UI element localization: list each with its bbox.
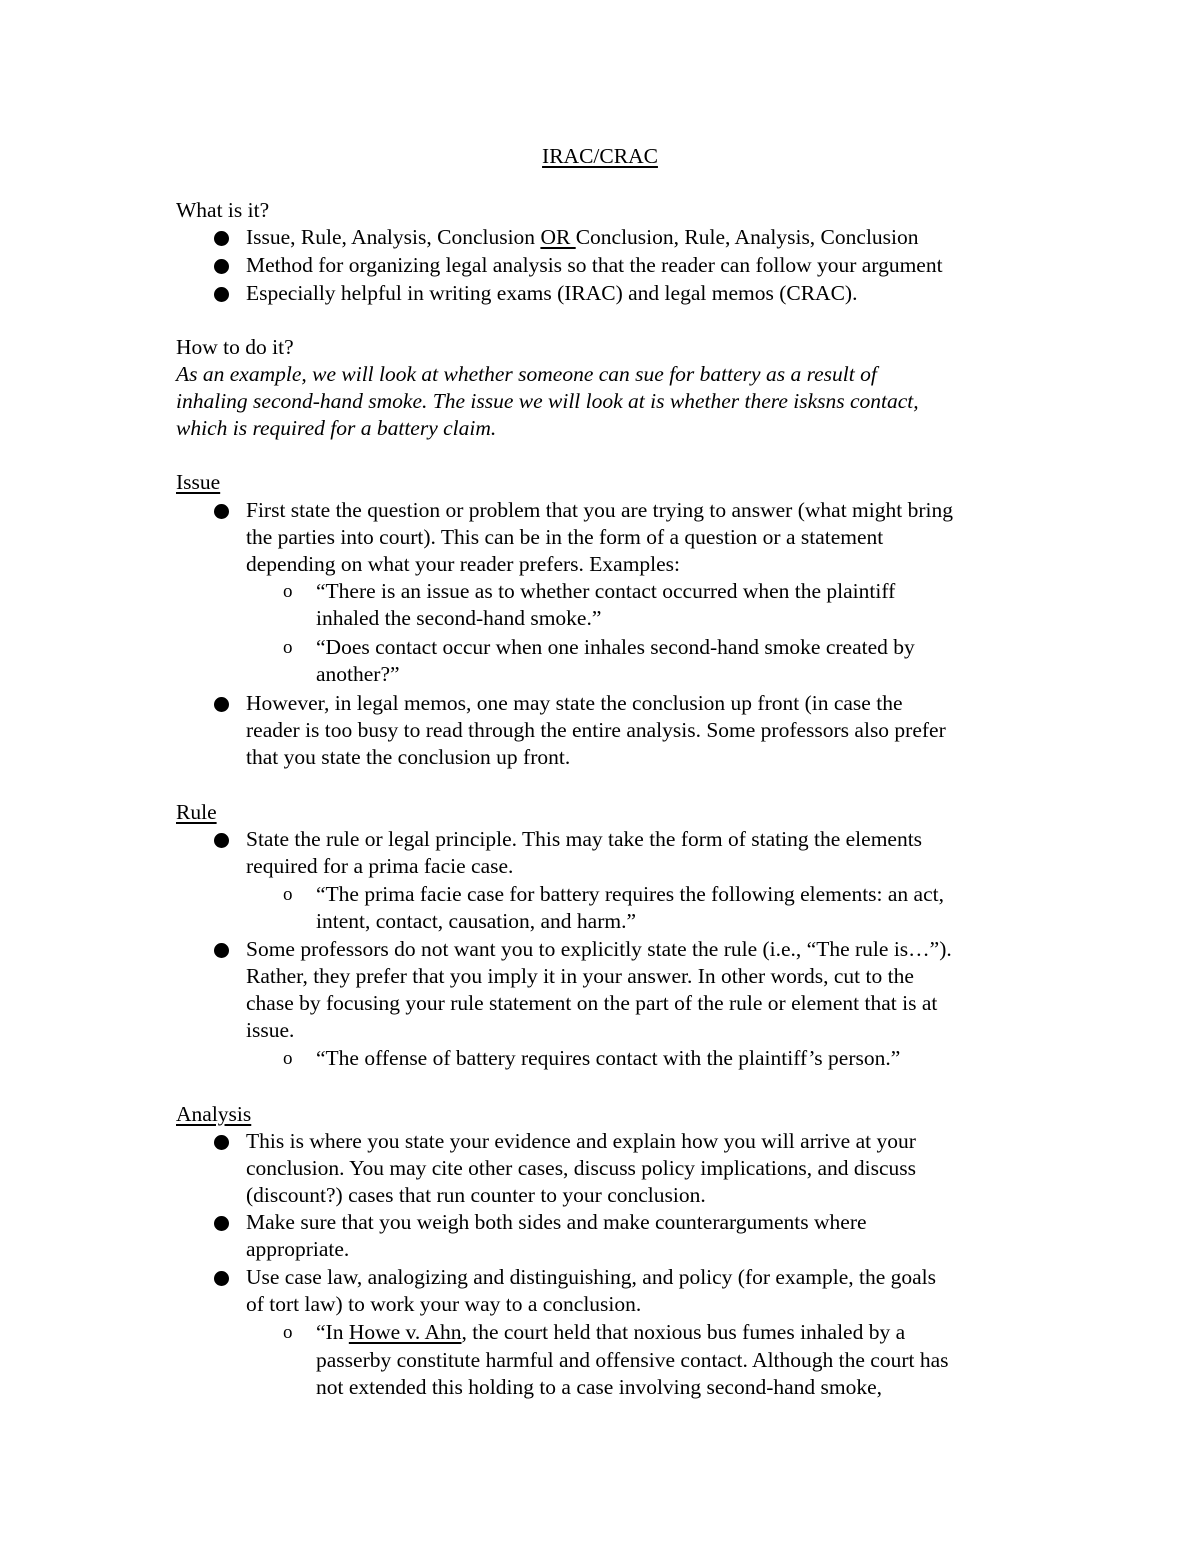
rule-sub-1-line-2: intent, contact, causation, and harm.” — [316, 909, 636, 933]
issue-sub-2-line-1: “Does contact occur when one inhales second-hand smoke created by — [316, 635, 915, 659]
or-underlined: OR — [540, 225, 576, 249]
sub-bullet-icon: o — [283, 581, 293, 602]
issue-sub-1-line-1: “There is an issue as to whether contact occurred when the plaintiff — [316, 579, 896, 603]
analysis-heading: Analysis — [176, 1102, 252, 1126]
issue-bullet-1-line-2: the parties into court). This can be in the form of a question or a statement — [246, 525, 884, 549]
rule-bullet-2-line-3: chase by focusing your rule statement on the part of the rule or element that is at — [246, 991, 938, 1015]
what-bullet-1-text: Issue, Rule, Analysis, Conclusion — [246, 225, 541, 249]
analysis-sub-1-line-3: not extended this holding to a case involving second-hand smoke, — [316, 1375, 883, 1399]
how-heading: How to do it? — [176, 335, 294, 359]
rule-sub-1-line-1: “The prima facie case for battery requires the following elements: an act, — [316, 882, 944, 906]
example-line-1: As an example, we will look at whether someone can sue for battery as a result of — [176, 362, 877, 386]
rule-sub-2-line-1: “The offense of battery requires contact with the plaintiff’s person.” — [316, 1046, 901, 1070]
what-heading: What is it? — [176, 198, 270, 222]
analysis-bullet-1-line-3: (discount?) cases that run counter to your conclusion. — [246, 1183, 706, 1207]
issue-bullet-1-line-1: First state the question or problem that you are trying to answer (what might bring — [246, 498, 953, 522]
bullet-icon — [211, 1128, 233, 1155]
analysis-bullet-3-line-2: of tort law) to work your way to a conclusion. — [246, 1292, 642, 1316]
issue-sub-2-line-2: another?” — [316, 662, 400, 686]
what-bullet-3: Especially helpful in writing exams (IRAC) and legal memos (CRAC). — [246, 281, 858, 305]
bullet-icon — [211, 826, 233, 853]
analysis-bullet-1-line-1: This is where you state your evidence and explain how you will arrive at your — [246, 1129, 916, 1153]
rule-bullet-2-line-2: Rather, they prefer that you imply it in your answer. In other words, cut to the — [246, 964, 914, 988]
bullet-icon — [211, 690, 233, 717]
analysis-bullet-1-line-2: conclusion. You may cite other cases, discuss policy implications, and discuss — [246, 1156, 916, 1180]
bullet-icon — [211, 497, 233, 524]
rule-bullet-1-line-1: State the rule or legal principle. This may take the form of stating the elements — [246, 827, 923, 851]
analysis-bullet-2-line-2: appropriate. — [246, 1237, 350, 1261]
bullet-icon — [211, 224, 233, 251]
analysis-sub-1-line-2: passerby constitute harmful and offensive contact. Although the court has — [316, 1348, 949, 1372]
sub-bullet-icon: o — [283, 1048, 293, 1069]
what-bullet-1 — [246, 224, 919, 251]
what-bullet-2: Method for organizing legal analysis so that the reader can follow your argument — [246, 253, 943, 277]
rule-bullet-2-line-1: Some professors do not want you to explicitly state the rule (i.e., “The rule is…”). — [246, 937, 952, 961]
issue-bullet-2-line-2: reader is too busy to read through the entire analysis. Some professors also prefer — [246, 718, 946, 742]
case-name: Howe v. Ahn — [348, 1320, 462, 1344]
rule-heading: Rule — [176, 800, 217, 824]
example-line-3: which is required for a battery claim. — [176, 416, 497, 440]
analysis-sub-1-pre: “In — [316, 1320, 349, 1344]
analysis-sub-1-post: , the court held that noxious bus fumes inhaled by a — [461, 1320, 906, 1344]
issue-heading: Issue — [176, 470, 221, 494]
sub-bullet-icon: o — [283, 637, 293, 658]
bullet-icon — [211, 280, 233, 307]
analysis-sub-1-line-1 — [316, 1319, 905, 1346]
rule-bullet-1-line-2: required for a prima facie case. — [246, 854, 514, 878]
issue-bullet-2-line-3: that you state the conclusion up front. — [246, 745, 571, 769]
bullet-icon — [211, 1209, 233, 1236]
bullet-icon — [211, 1264, 233, 1291]
sub-bullet-icon: o — [283, 1322, 293, 1343]
example-line-2: inhaling second-hand smoke. The issue we will look at is whether there isksns contact, — [176, 389, 919, 413]
issue-bullet-2-line-1: However, in legal memos, one may state the conclusion up front (in case the — [246, 691, 903, 715]
issue-bullet-1-line-3: depending on what your reader prefers. Examples: — [246, 552, 681, 576]
sub-bullet-icon: o — [283, 884, 293, 905]
what-bullet-1-rest: Conclusion, Rule, Analysis, Conclusion — [575, 225, 919, 249]
document-title: IRAC/CRAC — [542, 144, 658, 168]
issue-sub-1-line-2: inhaled the second-hand smoke.” — [316, 606, 602, 630]
analysis-bullet-3-line-1: Use case law, analogizing and distinguishing, and policy (for example, the goals — [246, 1265, 937, 1289]
bullet-icon — [211, 936, 233, 963]
bullet-icon — [211, 252, 233, 279]
rule-bullet-2-line-4: issue. — [246, 1018, 295, 1042]
analysis-bullet-2-line-1: Make sure that you weigh both sides and make counterarguments where — [246, 1210, 867, 1234]
